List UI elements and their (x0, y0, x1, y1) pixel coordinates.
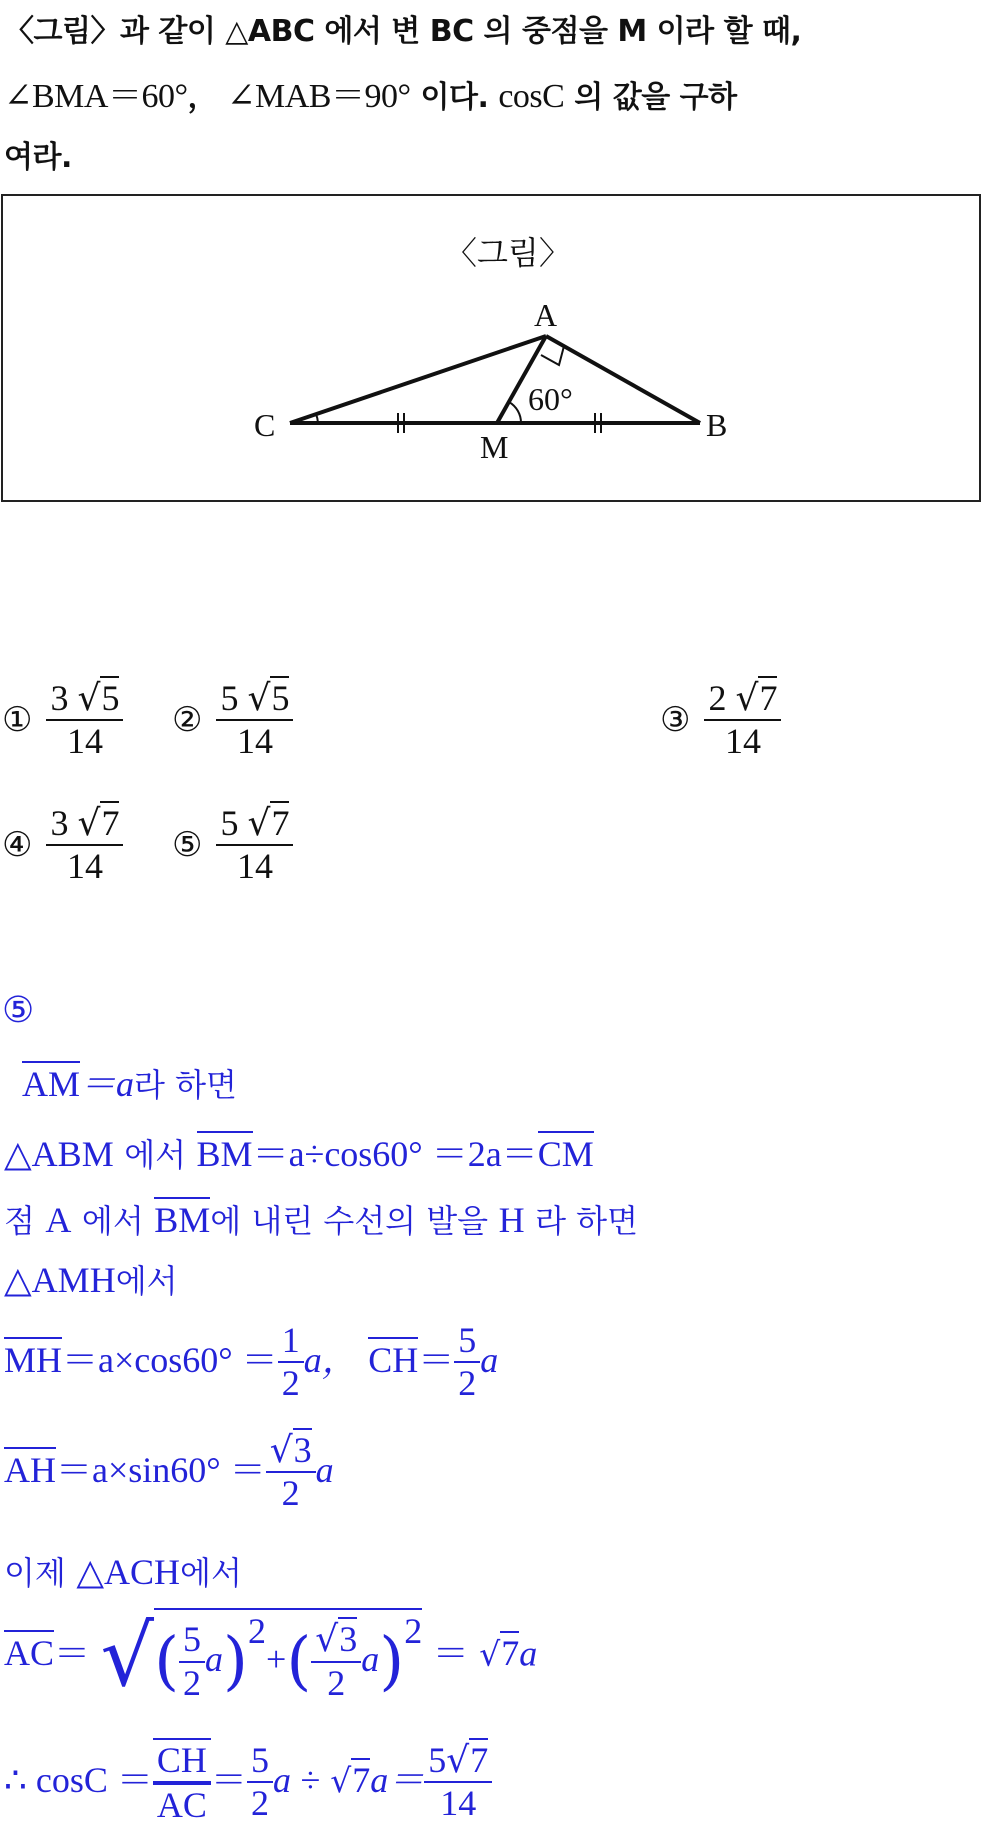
choice-1-fraction: $\frac{3 √5}{14}$ (46, 678, 123, 763)
seg-ch: CH (368, 1337, 418, 1380)
fraction-5-2-c-den: 2 (250, 1783, 269, 1824)
solution-l5-eq: ＝a×cos60° ＝ (62, 1339, 278, 1380)
fraction-5-2-b-den: 2 (183, 1662, 202, 1703)
label-b: B (706, 407, 728, 443)
fraction-1-2-num: 1 (281, 1320, 300, 1360)
question-text-ida: 이다. (420, 80, 489, 115)
fraction-1-2 (278, 1320, 304, 1405)
result-radicand-7: 7 (501, 1633, 520, 1674)
point-h: H (498, 1200, 525, 1240)
solution-line-4 (4, 1256, 178, 1302)
solution-l2-eq: ＝a÷cos60° ＝2a＝ (252, 1134, 538, 1174)
fraction-sqrt3-2-b: $\frac{√3}{2}$ (311, 1619, 361, 1704)
sqrt-sign-7-b: √ (330, 1760, 352, 1800)
sqrt-sign-7: √ (479, 1634, 501, 1674)
radicand-7-b: 7 (352, 1759, 371, 1800)
choice-1-den: 14 (66, 721, 103, 762)
question-math-cosc: cosC (498, 78, 565, 115)
fraction-result-radicand: 7 (470, 1740, 489, 1780)
seg-mh: MH (4, 1337, 62, 1380)
fraction-5-2-den: 2 (458, 1363, 477, 1404)
seg-bm-2: BM (154, 1197, 210, 1240)
choice-2-fraction: $\frac{5 √5}{14}$ (216, 678, 293, 763)
solution-line-1 (22, 1056, 237, 1107)
fraction-ch-ac-den: AC (153, 1783, 211, 1826)
solution-l7-text-1: 이제 (4, 1554, 66, 1592)
choice-4-coef: 3 (50, 803, 69, 843)
solution-l9-mid: a ÷ (272, 1759, 320, 1800)
choice-3-radicand: 7 (759, 678, 778, 718)
tri-abm: △ABM (4, 1134, 114, 1174)
fraction-5-2-b-num: 5 (183, 1619, 202, 1660)
seg-cm: CM (538, 1131, 594, 1174)
solution-l3-text-4: 라 하면 (535, 1202, 639, 1240)
solution-l8-res-a: a (519, 1633, 538, 1674)
choice-3[interactable] (660, 678, 781, 763)
side-ca (290, 336, 546, 423)
fraction-sqrt3-2-radicand: 3 (293, 1430, 312, 1470)
angle-label-60: 60° (528, 381, 573, 417)
choice-1-radicand: 5 (101, 678, 120, 718)
fraction-sqrt3-2-b-den: 2 (327, 1662, 346, 1703)
solution-l6-eq: ＝a×sin60° ＝ (56, 1449, 266, 1490)
solution-l8-eq2: ＝ (432, 1633, 469, 1674)
fraction-sqrt3-2-den: 2 (281, 1473, 300, 1514)
exponent-2: 2 (404, 1611, 423, 1651)
sqrt-body: ( $\frac{5}{2}$ a)2+( $\frac{√3}{2}$ a)2 (154, 1608, 422, 1704)
choice-1-coef: 3 (50, 678, 69, 718)
choice-5[interactable] (172, 803, 293, 888)
solution-l7-text-2: 에서 (180, 1554, 242, 1592)
right-angle-mark (541, 346, 564, 365)
solution-line-3 (4, 1196, 638, 1242)
choice-3-den: 14 (724, 721, 761, 762)
solution-l8-a2: a (361, 1639, 380, 1679)
fraction-sqrt3-2: $\frac{√3}{2}$ (266, 1430, 316, 1515)
choice-1[interactable] (2, 678, 123, 763)
solution-line-6 (4, 1430, 334, 1515)
solution-l3-text-3: 에 내린 수선의 발을 (210, 1202, 489, 1240)
fraction-5-2-num: 5 (458, 1320, 477, 1360)
choice-3-fraction: $\frac{2 √7}{14}$ (704, 678, 781, 763)
solution-l9-a: a＝ (370, 1759, 425, 1800)
choice-5-mark: ⑤ (172, 825, 203, 866)
question-line-3: 여라. (4, 140, 72, 175)
fraction-result: $\frac{5√7}{14}$ (424, 1740, 492, 1825)
solution-l6-a: a (315, 1449, 334, 1490)
choice-2-den: 14 (236, 721, 273, 762)
solution-l8-a1: a (205, 1639, 224, 1679)
tri-ach: △ACH (76, 1552, 181, 1592)
choice-2[interactable] (172, 678, 293, 763)
choice-4-radicand: 7 (101, 803, 120, 843)
choice-3-mark: ③ (660, 700, 691, 741)
seg-ac: AC (4, 1630, 54, 1673)
figure-caption: 〈그림〉 (445, 234, 571, 272)
choice-5-radicand: 7 (271, 803, 290, 843)
question-line-1: 〈그림〉과 같이 △ABC 에서 변 BC 의 중점을 M 이라 할 때, (4, 14, 802, 49)
solution-l8-eq: ＝ (54, 1633, 91, 1674)
sqrt-sign-big: √ (100, 1606, 155, 1705)
choice-2-mark: ② (172, 700, 203, 741)
solution-l5-eq2: ＝ (418, 1339, 455, 1380)
seg-bm: BM (197, 1131, 253, 1174)
solution-line-5 (4, 1320, 498, 1405)
choice-4-fraction: $\frac{3 √7}{14}$ (46, 803, 123, 888)
choice-2-coef: 5 (220, 678, 239, 718)
choice-5-den: 14 (236, 846, 273, 887)
solution-line-8 (4, 1608, 537, 1704)
solution-line-9 (4, 1738, 492, 1827)
solution-line-2 (4, 1126, 594, 1177)
label-m: M (480, 429, 509, 465)
fraction-5-2 (454, 1320, 480, 1405)
fraction-5-2-b (179, 1619, 205, 1704)
solution-l5-a: a， (303, 1339, 358, 1380)
fraction-sqrt3-2-b-radicand: 3 (339, 1619, 358, 1660)
solution-l3-text-1: 점 (4, 1202, 35, 1240)
fraction-ch-ac (153, 1738, 211, 1827)
solution-l3-text-2: 에서 (81, 1202, 144, 1240)
fraction-1-2-den: 2 (281, 1363, 300, 1404)
label-c: C (254, 407, 276, 443)
fraction-5-2-c-num: 5 (250, 1740, 269, 1780)
fraction-result-den: 14 (440, 1783, 477, 1824)
therefore-cosc: ∴ cosC ＝ (4, 1759, 153, 1800)
solution-answer: ⑤ (2, 990, 35, 1031)
choice-2-radicand: 5 (271, 678, 290, 718)
question-math-angle-bma: ∠BMA＝60° (4, 78, 188, 115)
fraction-result-coef: 5 (428, 1740, 447, 1780)
choice-3-coef: 2 (708, 678, 727, 718)
seg-ah: AH (4, 1447, 56, 1490)
solution-l5-a2: a (480, 1339, 499, 1380)
choice-5-coef: 5 (220, 803, 239, 843)
choice-4-mark: ④ (2, 825, 33, 866)
point-a: A (45, 1200, 72, 1240)
solution-l1-eq: ＝a (80, 1064, 135, 1104)
fraction-ch-ac-num: CH (153, 1738, 211, 1781)
choice-5-fraction: $\frac{5 √7}{14}$ (216, 803, 293, 888)
solution-l1-text: 라 하면 (134, 1066, 237, 1104)
angle-arc-m (509, 402, 521, 423)
solution-line-7 (4, 1548, 242, 1594)
solution-l9-eq: ＝ (210, 1759, 247, 1800)
label-a: A (534, 297, 558, 333)
tri-amh: △AMH (4, 1260, 116, 1300)
question-text-value: 의 값을 구하 (574, 80, 737, 115)
solution-l2-text: 에서 (124, 1136, 187, 1174)
triangle-figure (0, 0, 993, 520)
solution-l8-plus: + (266, 1639, 287, 1679)
fraction-5-2-c (247, 1740, 273, 1825)
choice-1-mark: ① (2, 700, 33, 741)
exponent-1: 2 (248, 1611, 266, 1651)
question-comma: ， (187, 80, 218, 115)
question-math-angle-mab: ∠MAB＝90° (227, 78, 411, 115)
choice-4[interactable] (2, 803, 123, 888)
solution-l4-text: 에서 (115, 1262, 178, 1300)
choice-4-den: 14 (66, 846, 103, 887)
seg-am: AM (22, 1061, 80, 1104)
